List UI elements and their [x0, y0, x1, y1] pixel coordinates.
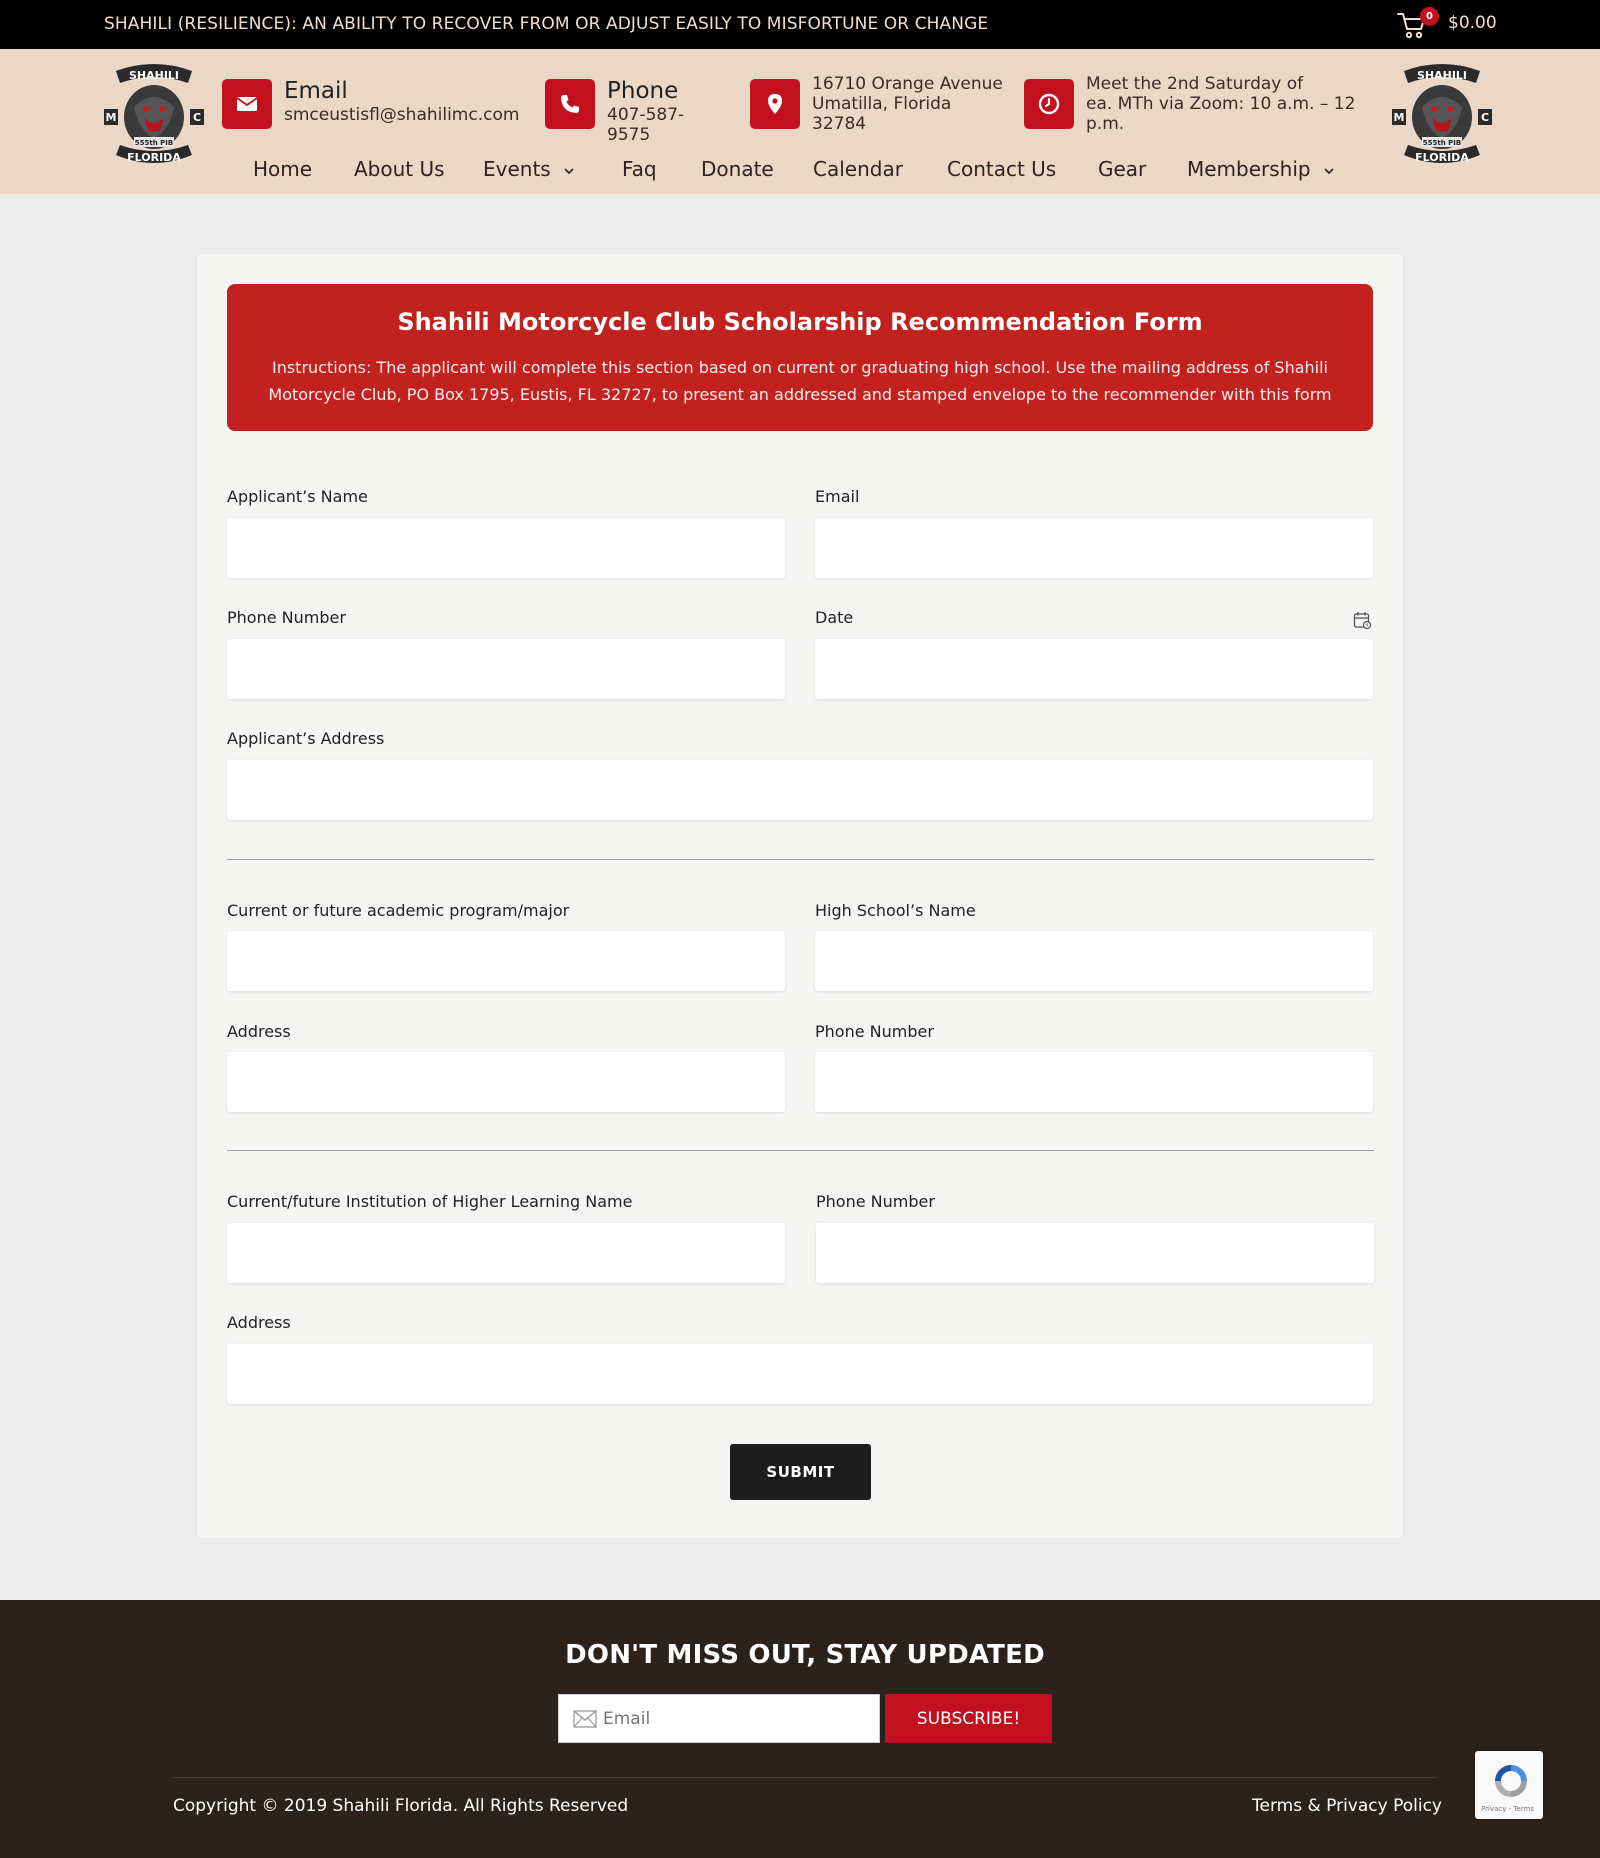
- nav-about-us[interactable]: About Us: [354, 157, 445, 181]
- logo-top-text: SHAHILI: [1416, 69, 1468, 82]
- map-pin-icon: [763, 92, 787, 116]
- cart-count-badge: 0: [1420, 7, 1439, 26]
- email-title: Email: [284, 78, 348, 104]
- logo-center-text: 555th PIB: [134, 139, 174, 147]
- logo-bottom-text: FLORIDA: [1415, 151, 1469, 164]
- recaptcha-text: Privacy - Terms: [1481, 1805, 1534, 1813]
- club-logo-right[interactable]: [1392, 59, 1492, 171]
- submit-button[interactable]: SUBMIT: [730, 1444, 871, 1500]
- subscribe-button[interactable]: SUBSCRIBE!: [885, 1694, 1052, 1743]
- high-school-name-label: High School’s Name: [815, 901, 976, 920]
- meet-line-3: p.m.: [1086, 114, 1125, 134]
- phone-icon-box: [545, 79, 595, 129]
- site-header: [0, 49, 1600, 194]
- logo-right-letter: C: [192, 111, 202, 124]
- section-divider: [227, 1150, 1374, 1151]
- institution-address-input[interactable]: [227, 1344, 1373, 1404]
- email-value[interactable]: smceustisfl@shahilimc.com: [284, 105, 520, 125]
- club-logo-left[interactable]: [104, 59, 204, 171]
- tagline: SHAHILI (RESILIENCE): AN ABILITY TO RECOVER FROM OR ADJUST EASILY TO MISFORTUNE OR CHANGE: [104, 14, 989, 34]
- form-banner: [227, 284, 1373, 431]
- phone-line-2[interactable]: 9575: [607, 125, 651, 145]
- high-school-name-input[interactable]: [815, 931, 1373, 991]
- email-icon-box: [222, 79, 272, 129]
- newsletter-title: DON'T MISS OUT, STAY UPDATED: [565, 1640, 1045, 1670]
- newsletter-email-box: [558, 1694, 880, 1743]
- envelope-icon: [235, 92, 259, 116]
- address-line-1: 16710 Orange Avenue: [812, 74, 1003, 94]
- footer-divider: [173, 1777, 1437, 1778]
- terms-privacy-link[interactable]: Terms & Privacy Policy: [1252, 1796, 1442, 1816]
- email-input[interactable]: [815, 518, 1373, 578]
- location-icon-box: [750, 79, 800, 129]
- nav-contact-us[interactable]: Contact Us: [947, 157, 1057, 181]
- high-school-phone-label: Phone Number: [815, 1022, 934, 1041]
- logo-left-letter: M: [105, 111, 117, 124]
- phone-number-label: Phone Number: [227, 608, 346, 627]
- phone-icon: [558, 92, 582, 116]
- institution-phone-label: Phone Number: [816, 1192, 935, 1211]
- institution-address-label: Address: [227, 1313, 291, 1332]
- address-line-3: 32784: [812, 114, 867, 134]
- institution-name-input[interactable]: [227, 1223, 785, 1283]
- meet-line-1: Meet the 2nd Saturday of: [1086, 74, 1304, 94]
- phone-title: Phone: [607, 78, 679, 104]
- calendar-icon[interactable]: [1353, 611, 1372, 630]
- address-line-2: Umatilla, Florida: [812, 94, 952, 114]
- academic-program-label: Current or future academic program/major: [227, 901, 570, 920]
- logo-left-letter: M: [1393, 111, 1405, 124]
- nav-events-label: Events: [483, 157, 551, 181]
- logo-center-text: 555th PIB: [1422, 139, 1462, 147]
- clock-icon: [1037, 92, 1061, 116]
- nav-home[interactable]: Home: [253, 157, 313, 181]
- main-nav: [0, 157, 1600, 191]
- nav-membership-label: Membership: [1187, 157, 1311, 181]
- academic-program-input[interactable]: [227, 931, 785, 991]
- chevron-down-icon: [563, 167, 575, 175]
- high-school-address-input[interactable]: [227, 1052, 785, 1112]
- email-label: Email: [815, 487, 860, 506]
- institution-name-label: Current/future Institution of Higher Learning Name: [227, 1192, 633, 1211]
- nav-faq[interactable]: Faq: [622, 157, 657, 181]
- phone-number-input[interactable]: [227, 639, 785, 699]
- applicant-address-label: Applicant’s Address: [227, 729, 385, 748]
- nav-events[interactable]: [483, 157, 575, 181]
- top-bar: [0, 0, 1600, 49]
- cart-total[interactable]: $0.00: [1448, 13, 1497, 33]
- nav-donate[interactable]: Donate: [701, 157, 774, 181]
- envelope-icon: [573, 1710, 597, 1728]
- recaptcha-icon: [1491, 1761, 1531, 1801]
- nav-gear[interactable]: Gear: [1098, 157, 1147, 181]
- site-footer: [0, 1600, 1600, 1858]
- copyright-text: Copyright © 2019 Shahili Florida. All Rights Reserved: [173, 1796, 629, 1816]
- form-instructions: Instructions: The applicant will complete this section based on current or graduating high school. Use the mailing address of Shahili Motorcycle Club, PO Box 1795, Eustis, FL 32727, to present an addressed and stamped envelope to the recommender with this form: [268, 358, 1332, 404]
- high-school-address-label: Address: [227, 1022, 291, 1041]
- clock-icon-box: [1024, 79, 1074, 129]
- date-label: Date: [815, 608, 854, 627]
- institution-phone-input[interactable]: [816, 1223, 1374, 1283]
- nav-calendar[interactable]: Calendar: [813, 157, 903, 181]
- form-card: [197, 254, 1403, 1538]
- section-divider: [227, 859, 1374, 860]
- chevron-down-icon: [1323, 167, 1335, 175]
- logo-top-text: SHAHILI: [128, 69, 180, 82]
- applicant-address-input[interactable]: [227, 760, 1373, 820]
- applicant-name-input[interactable]: [227, 518, 785, 578]
- logo-bottom-text: FLORIDA: [127, 151, 181, 164]
- date-input[interactable]: [815, 639, 1373, 699]
- newsletter-email-input[interactable]: [603, 1695, 873, 1742]
- phone-line-1[interactable]: 407-587-: [607, 105, 685, 125]
- form-title: Shahili Motorcycle Club Scholarship Recommendation Form: [397, 308, 1203, 336]
- applicant-name-label: Applicant’s Name: [227, 487, 368, 506]
- nav-membership[interactable]: [1187, 157, 1335, 181]
- recaptcha-badge[interactable]: [1475, 1751, 1543, 1819]
- high-school-phone-input[interactable]: [815, 1052, 1373, 1112]
- meet-line-2: ea. MTh via Zoom: 10 a.m. – 12: [1086, 94, 1356, 114]
- logo-right-letter: C: [1480, 111, 1490, 124]
